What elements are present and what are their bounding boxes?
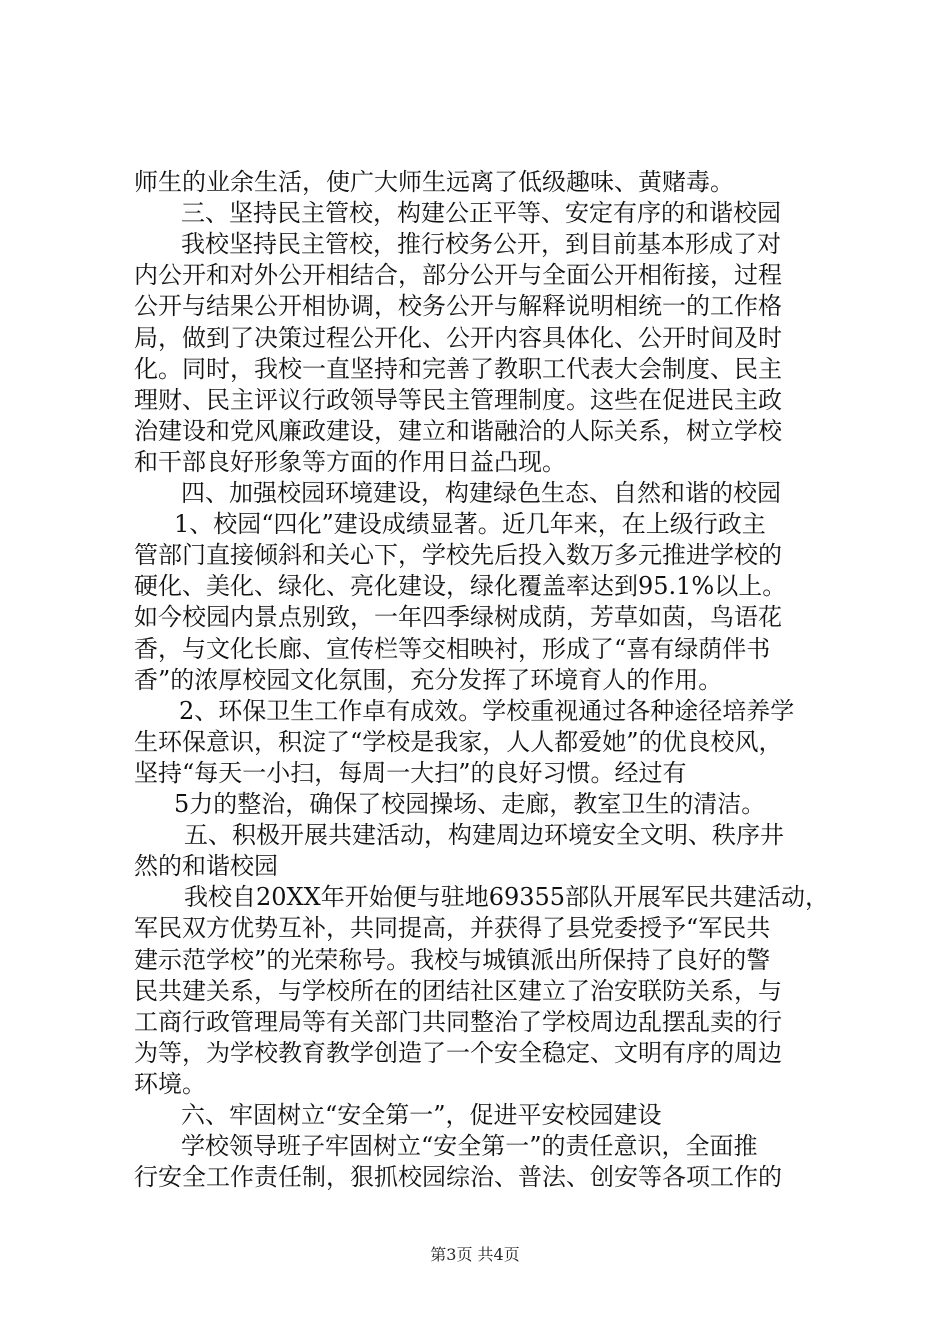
text-line: 化。同时，我校一直坚持和完善了教职工代表大会制度、民主	[134, 354, 782, 383]
page-footer: 第3页 共4页	[430, 1245, 520, 1264]
text-line: 建示范学校”的光荣称号。我校与城镇派出所保持了良好的警	[134, 945, 771, 974]
text-line: 为等，为学校教育教学创造了一个安全稳定、文明有序的周边	[134, 1038, 782, 1067]
section-heading: 五、积极开展共建活动，构建周边环境安全文明、秩序井	[184, 821, 784, 850]
text-line: 香，与文化长廊、宣传栏等交相映衬，形成了“喜有绿荫伴书	[134, 634, 771, 663]
section-heading: 六、牢固树立“安全第一”，促进平安校园建设	[181, 1101, 662, 1129]
text-line: 我校自20XX年开始便与驻地69355部队开展军民共建活动，	[184, 883, 830, 912]
text-line: 5力的整治，确保了校园操场、走廊，教室卫生的清洁。	[174, 790, 766, 818]
text-line: 师生的业余生活，使广大师生远离了低级趣味、黄赌毒。	[134, 168, 734, 196]
text-line: 1、校园“四化”建设成绩显著。近几年来，在上级行政主	[174, 510, 766, 539]
text-line: 学校领导班子牢固树立“安全第一”的责任意识，全面推	[181, 1132, 758, 1161]
text-line: 坚持“每天一小扫，每周一大扫”的良好习惯。经过有	[134, 758, 687, 787]
text-line: 香”的浓厚校园文化氛围，充分发挥了环境育人的作用。	[134, 665, 723, 694]
text-line: 和干部良好形象等方面的作用日益凸现。	[134, 447, 566, 476]
text-line: 工商行政管理局等有关部门共同整治了学校周边乱摆乱卖的行	[134, 1007, 782, 1036]
text-line: 行安全工作责任制，狠抓校园综治、普法、创安等各项工作的	[134, 1163, 782, 1192]
text-line: 治建设和党风廉政建设，建立和谐融洽的人际关系，树立学校	[134, 416, 782, 445]
section-heading: 然的和谐校园	[134, 852, 278, 881]
text-line: 局，做到了决策过程公开化、公开内容具体化、公开时间及时	[134, 323, 782, 352]
text-line: 我校坚持民主管校，推行校务公开，到目前基本形成了对	[181, 230, 781, 259]
text-line: 生环保意识，积淀了“学校是我家，人人都爱她”的优良校风，	[134, 727, 783, 756]
text-line: 公开与结果公开相协调，校务公开与解释说明相统一的工作格	[134, 292, 782, 321]
text-line: 硬化、美化、绿化、亮化建设，绿化覆盖率达到95.1%以上。	[134, 572, 787, 601]
text-line: 2、环保卫生工作卓有成效。学校重视通过各种途径培养学	[179, 696, 795, 725]
text-line: 内公开和对外公开相结合，部分公开与全面公开相衔接，过程	[134, 261, 782, 290]
text-line: 管部门直接倾斜和关心下，学校先后投入数万多元推进学校的	[134, 541, 782, 570]
section-heading: 四、加强校园环境建设，构建绿色生态、自然和谐的校园	[181, 479, 781, 507]
text-line: 军民双方优势互补，共同提高，并获得了县党委授予“军民共	[134, 914, 771, 943]
text-line: 理财、民主评议行政领导等民主管理制度。这些在促进民主政	[134, 385, 782, 414]
text-line: 如今校园内景点别致，一年四季绿树成荫，芳草如茵，鸟语花	[134, 603, 782, 632]
text-line: 民共建关系，与学校所在的团结社区建立了治安联防关系，与	[134, 976, 782, 1005]
section-heading: 三、坚持民主管校，构建公正平等、安定有序的和谐校园	[181, 199, 781, 228]
text-line: 环境。	[134, 1069, 206, 1098]
